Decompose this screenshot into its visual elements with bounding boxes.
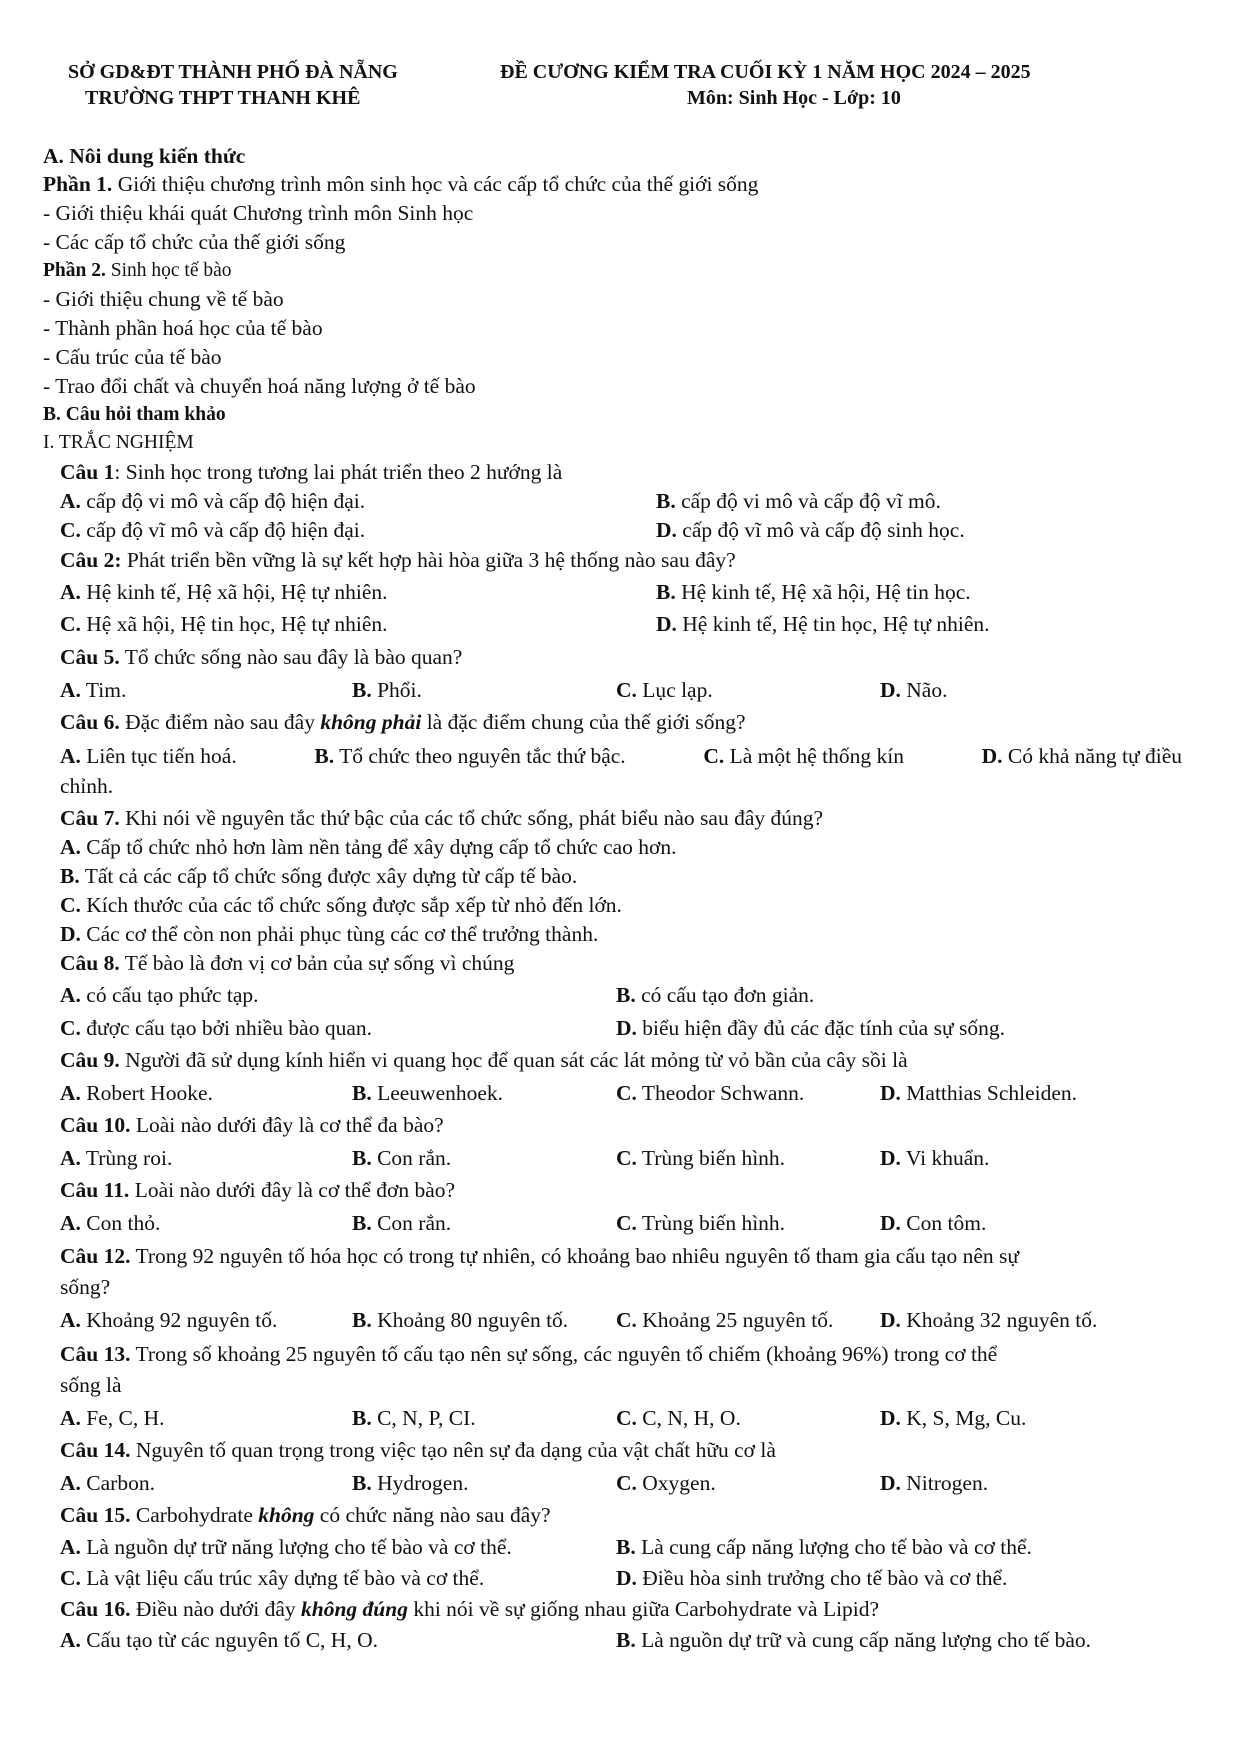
question-text: Tế bào là đơn vị cơ bản của sự sống vì chúng <box>119 951 515 975</box>
part-1-item: - Các cấp tổ chức của thế giới sống <box>43 230 346 254</box>
question-5 <box>60 643 462 671</box>
option-c: C. Oxygen. <box>616 1471 716 1495</box>
part-1-item: - Giới thiệu khái quát Chương trình môn Sinh học <box>43 201 474 225</box>
option-c: C. Trùng biến hình. <box>616 1146 786 1170</box>
option-c: C. Trùng biến hình. <box>616 1211 786 1235</box>
emphasis: không <box>258 1503 315 1527</box>
question-label: Câu 15. <box>60 1503 131 1527</box>
question-label: Câu 8. <box>60 951 120 975</box>
document-title: ĐỀ CƯƠNG KIỂM TRA CUỐI KỲ 1 NĂM HỌC 2024 – 2025 <box>500 61 1031 83</box>
question-label: Câu 11. <box>60 1178 130 1202</box>
option-c: C. Lục lạp. <box>616 678 713 702</box>
option-d: D. Hệ kinh tế, Hệ tin học, Hệ tự nhiên. <box>656 612 990 636</box>
option-b: B. cấp độ vi mô và cấp độ vĩ mô. <box>656 489 941 513</box>
emphasis: không phải <box>320 710 422 734</box>
part-2-line <box>43 257 232 285</box>
question-text: Loài nào dưới đây là cơ thể đa bào? <box>130 1113 444 1137</box>
part-1-text: Giới thiệu chương trình môn sinh học và các cấp tổ chức của thế giới sống <box>112 172 759 196</box>
option-b: B. Leeuwenhoek. <box>352 1081 504 1105</box>
option-d: D. Điều hòa sinh trưởng cho tế bào và cơ thể. <box>616 1566 1008 1590</box>
option-a: A. Cấu tạo từ các nguyên tố C, H, O. <box>60 1628 378 1652</box>
option-a: A. Hệ kinh tế, Hệ xã hội, Hệ tự nhiên. <box>60 580 388 604</box>
option-b: B. Tất cả các cấp tổ chức sống được xây dựng từ cấp tế bào. <box>60 864 578 888</box>
option-a: A. Fe, C, H. <box>60 1406 165 1430</box>
question-label: Câu 9. <box>60 1048 120 1072</box>
question-6-options <box>60 740 1182 772</box>
option-d: D. biểu hiện đầy đủ các đặc tính của sự sống. <box>616 1016 1005 1040</box>
option-a: A. Con thỏ. <box>60 1211 161 1235</box>
question-9 <box>60 1046 908 1074</box>
option-c: C. Là vật liệu cấu trúc xây dựng tế bào và cơ thể. <box>60 1566 485 1590</box>
option-d: D. Não. <box>880 678 948 702</box>
option-b: B. Là nguồn dự trữ và cung cấp năng lượng cho tế bào. <box>616 1628 1092 1652</box>
option-d: D. K, S, Mg, Cu. <box>880 1406 1027 1430</box>
part-2-item: - Cấu trúc của tế bào <box>43 345 222 369</box>
question-15: Câu 15. Carbohydrate không có chức năng nào sau đây? <box>60 1503 551 1527</box>
option-c: C. Kích thước của các tổ chức sống được sắp xếp từ nhỏ đến lớn. <box>60 893 622 917</box>
question-11 <box>60 1176 455 1204</box>
option-a: A. cấp độ vi mô và cấp độ hiện đại. <box>60 489 366 513</box>
section-b-heading: B. Câu hỏi tham khảo <box>43 404 226 425</box>
option-a: A. có cấu tạo phức tạp. <box>60 983 259 1007</box>
option-b: B. Tổ chức theo nguyên tắc thứ bậc. <box>314 744 626 768</box>
question-text: Nguyên tố quan trọng trong việc tạo nên sự đa dạng của vật chất hữu cơ là <box>130 1438 776 1462</box>
multiple-choice-heading: I. TRẮC NGHIỆM <box>43 432 194 453</box>
option-d: D. Con tôm. <box>880 1211 987 1235</box>
option-d: D. Khoảng 32 nguyên tố. <box>880 1308 1098 1332</box>
question-10 <box>60 1111 444 1139</box>
option-a: A. Carbon. <box>60 1471 155 1495</box>
question-label: Câu 7. <box>60 806 120 830</box>
question-text: Trong số khoảng 25 nguyên tố cấu tạo nên sự sống, các nguyên tố chiếm (khoảng 96%) trong cơ thể <box>130 1342 998 1366</box>
part-1-line <box>43 170 758 198</box>
option-a: A. Cấp tổ chức nhỏ hơn làm nền tảng để xây dựng cấp tổ chức cao hơn. <box>60 835 677 859</box>
option-d: D. Các cơ thể còn non phải phục tùng các cơ thể trưởng thành. <box>60 922 599 946</box>
option-b: B. C, N, P, CI. <box>352 1406 476 1430</box>
option-a: A. Là nguồn dự trữ năng lượng cho tế bào và cơ thể. <box>60 1535 512 1559</box>
option-a: A. Liên tục tiến hoá. <box>60 744 237 768</box>
question-13-wrap: sống là <box>60 1373 122 1397</box>
question-text: Khi nói về nguyên tắc thứ bậc của các tổ chức sống, phát biểu nào sau đây đúng? <box>119 806 824 830</box>
option-c: C. Là một hệ thống kín <box>703 744 904 768</box>
question-1 <box>60 458 562 486</box>
option-d-wrap: chỉnh. <box>60 774 114 798</box>
option-a: A. Tim. <box>60 678 127 702</box>
question-text: Tổ chức sống nào sau đây là bào quan? <box>119 645 463 669</box>
department-name: SỞ GD&ĐT THÀNH PHỐ ĐÀ NẴNG <box>68 61 398 83</box>
question-label: Câu 13. <box>60 1342 131 1366</box>
question-6: Câu 6. Đặc điểm nào sau đây không phải là đặc điểm chung của thế giới sống? <box>60 710 746 734</box>
option-c: C. được cấu tạo bởi nhiều bào quan. <box>60 1016 373 1040</box>
part-2-label: Phần 2. <box>43 260 106 281</box>
option-b: B. Con rắn. <box>352 1211 452 1235</box>
question-label: Câu 10. <box>60 1113 131 1137</box>
school-name: TRƯỜNG THPT THANH KHÊ <box>85 87 361 109</box>
question-14 <box>60 1436 776 1464</box>
option-d: D. Nitrogen. <box>880 1471 989 1495</box>
option-a: A. Trùng roi. <box>60 1146 173 1170</box>
question-text: Trong 92 nguyên tố hóa học có trong tự nhiên, có khoảng bao nhiêu nguyên tố tham gia cấu tạo nên sự <box>130 1244 1020 1268</box>
question-label: Câu 16. <box>60 1597 131 1621</box>
question-12 <box>60 1240 1182 1272</box>
option-d: D. Có khả năng tự điều <box>981 744 1182 768</box>
question-text: Người đã sử dụng kính hiển vi quang học để quan sát các lát mỏng từ vỏ bần của cây sồi là <box>119 1048 908 1072</box>
option-b: B. Con rắn. <box>352 1146 452 1170</box>
part-2-item: - Thành phần hoá học của tế bào <box>43 316 323 340</box>
option-d: D. Vi khuẩn. <box>880 1146 990 1170</box>
section-a-heading: A. Nôi dung kiến thức <box>43 144 246 168</box>
emphasis: không đúng <box>300 1597 408 1621</box>
option-c: C. Hệ xã hội, Hệ tin học, Hệ tự nhiên. <box>60 612 388 636</box>
question-text: Phát triển bền vững là sự kết hợp hài hòa giữa 3 hệ thống nào sau đây? <box>121 548 736 572</box>
option-d: D. cấp độ vĩ mô và cấp độ sinh học. <box>656 518 965 542</box>
part-2-item: - Giới thiệu chung về tế bào <box>43 287 284 311</box>
subject-line: Môn: Sinh Học - Lớp: 10 <box>687 87 901 109</box>
option-c: C. Khoảng 25 nguyên tố. <box>616 1308 834 1332</box>
option-d: D. Matthias Schleiden. <box>880 1081 1078 1105</box>
question-label: Câu 5. <box>60 645 120 669</box>
option-a: A. Khoảng 92 nguyên tố. <box>60 1308 278 1332</box>
option-b: B. có cấu tạo đơn giản. <box>616 983 815 1007</box>
option-c: C. C, N, H, O. <box>616 1406 741 1430</box>
question-text: Loài nào dưới đây là cơ thể đơn bào? <box>129 1178 456 1202</box>
question-label: Câu 2: <box>60 548 122 572</box>
question-12-wrap: sống? <box>60 1275 111 1299</box>
option-b: B. Hydrogen. <box>352 1471 469 1495</box>
option-a: A. Robert Hooke. <box>60 1081 213 1105</box>
option-b: B. Hệ kinh tế, Hệ xã hội, Hệ tin học. <box>656 580 971 604</box>
question-13 <box>60 1338 1182 1370</box>
question-label: Câu 14. <box>60 1438 131 1462</box>
question-label: Câu 12. <box>60 1244 131 1268</box>
part-2-text: Sinh học tế bào <box>105 260 232 281</box>
option-c: C. Theodor Schwann. <box>616 1081 805 1105</box>
question-16: Câu 16. Điều nào dưới đây không đúng khi nói về sự giống nhau giữa Carbohydrate và Lipid? <box>60 1597 880 1621</box>
question-label: Câu 1 <box>60 460 115 484</box>
question-7 <box>60 804 823 832</box>
part-2-item: - Trao đổi chất và chuyển hoá năng lượng ở tế bào <box>43 374 476 398</box>
option-b: B. Phổi. <box>352 678 422 702</box>
option-b: B. Khoảng 80 nguyên tố. <box>352 1308 569 1332</box>
question-label: Câu 6. <box>60 710 120 734</box>
option-c: C. cấp độ vĩ mô và cấp độ hiện đại. <box>60 518 366 542</box>
question-8 <box>60 949 514 977</box>
question-text: : Sinh học trong tương lai phát triển theo 2 hướng là <box>114 460 563 484</box>
option-b: B. Là cung cấp năng lượng cho tế bào và cơ thể. <box>616 1535 1032 1559</box>
part-1-label: Phần 1. <box>43 172 113 196</box>
question-2 <box>60 546 736 574</box>
